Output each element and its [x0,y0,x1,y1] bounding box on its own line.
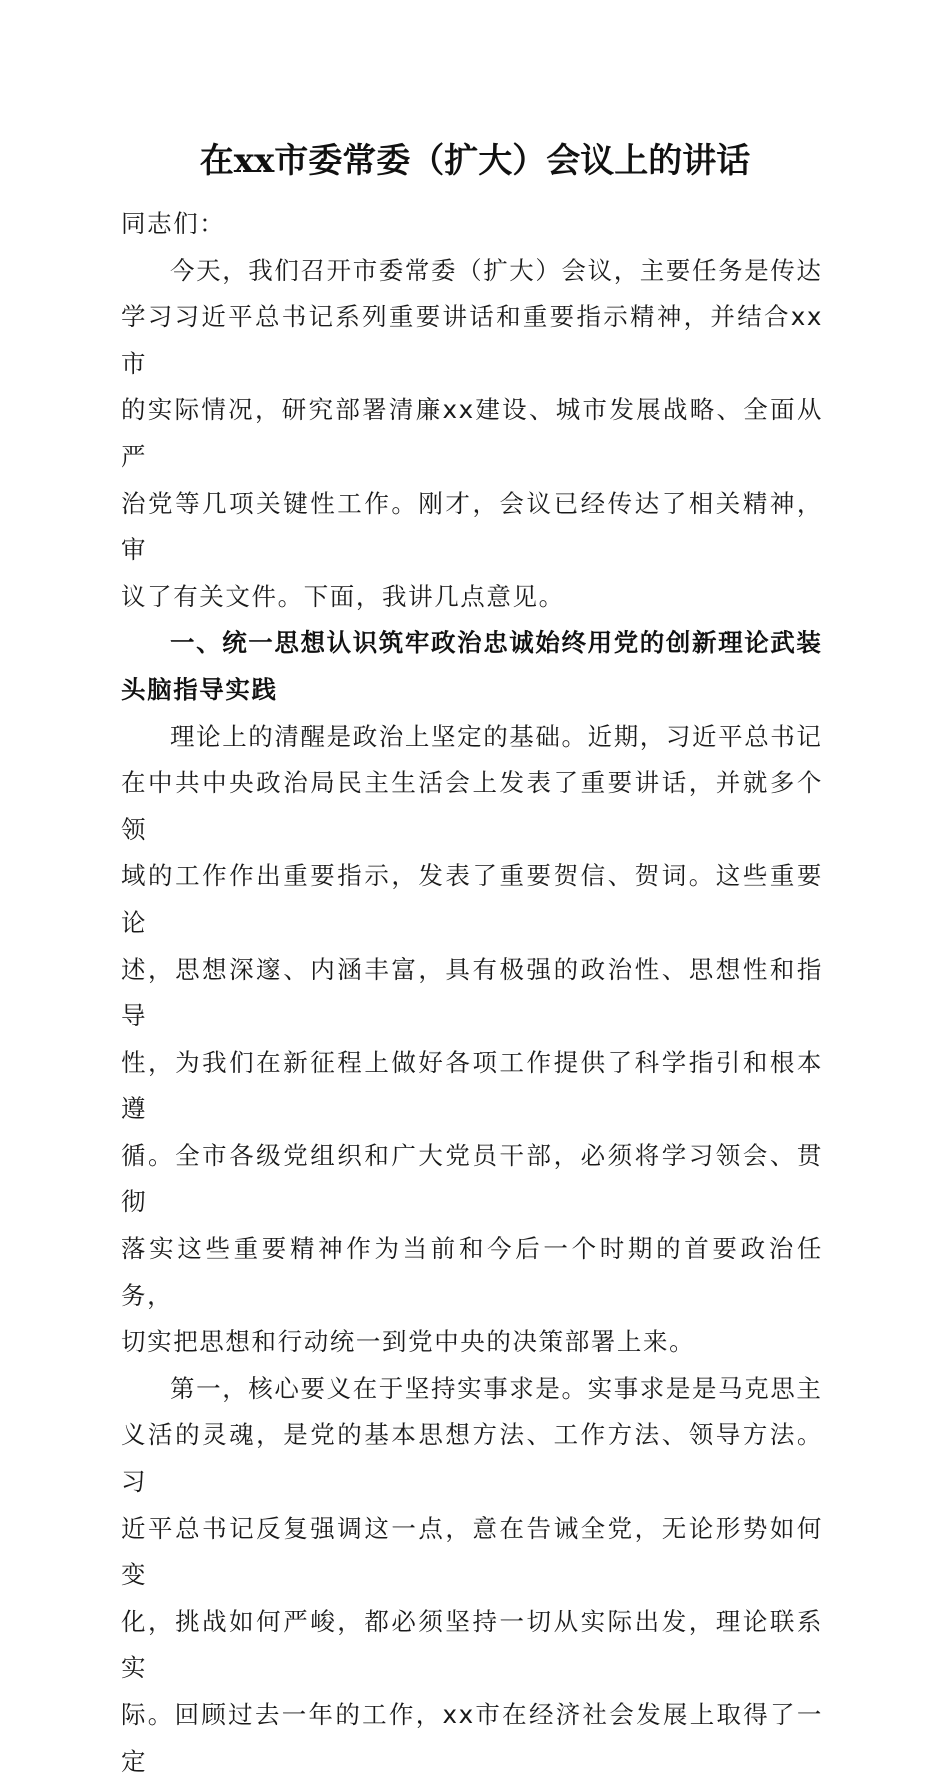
salutation: 同志们： [121,209,226,238]
point-1-paragraph [121,1366,823,1785]
section-1-paragraph: 理论上的清醒是政治上坚定的基础。近期，习近平总书记 在中共中央政治局民主生活会上发表了重要讲话，并就多个领 域的工作作出重要指示，发表了重要贺信、贺词。这些重要论 述，思想深邃、内涵丰富，具有极强的政治性、思想性和指导 性，为我们在新征程上做好各项工作提供了科学指引和根本遵 循。全市各级党组织和广大党员干部，必须将学习领会、贯彻 落实这些重要精神作为当前和今后一个时期的首要政治任务， 切实把思想和行动统一到党中央的决策部署上来。 [121,721,823,1357]
point-1-lead: 第一，核心要义在于坚持实事求是。 [170,1373,588,1403]
section-1-heading: 一、统一思想认识筑牢政治忠诚始终用党的创新理论武装 头脑指导实践 [121,628,823,704]
document-title: 在xx市委常委（扩大）会议上的讲话 [199,141,751,181]
intro-paragraph: 今天，我们召开市委常委（扩大）会议，主要任务是传达 学习习近平总书记系列重要讲话和重要指示精神，并结合xx市 的实际情况，研究部署清廉xx建设、城市发展战略、全面从严 治党等几项关键性工作。刚才，会议已经传达了相关精神，审 议了有关文件。下面，我讲几点意见。 [121,255,823,611]
point-1-body: 实事求是是马克思主 义活的灵魂，是党的基本思想方法、工作方法、领导方法。习 近平总书记反复强调这一点，意在告诫全党，无论形势如何变 化，挑战如何严峻，都必须坚持一切从实际出发，理论联系实 际。回顾过去一年的工作，xx市在经济社会发展上取得了一定 [121,1373,823,1776]
document-body [121,201,823,1785]
